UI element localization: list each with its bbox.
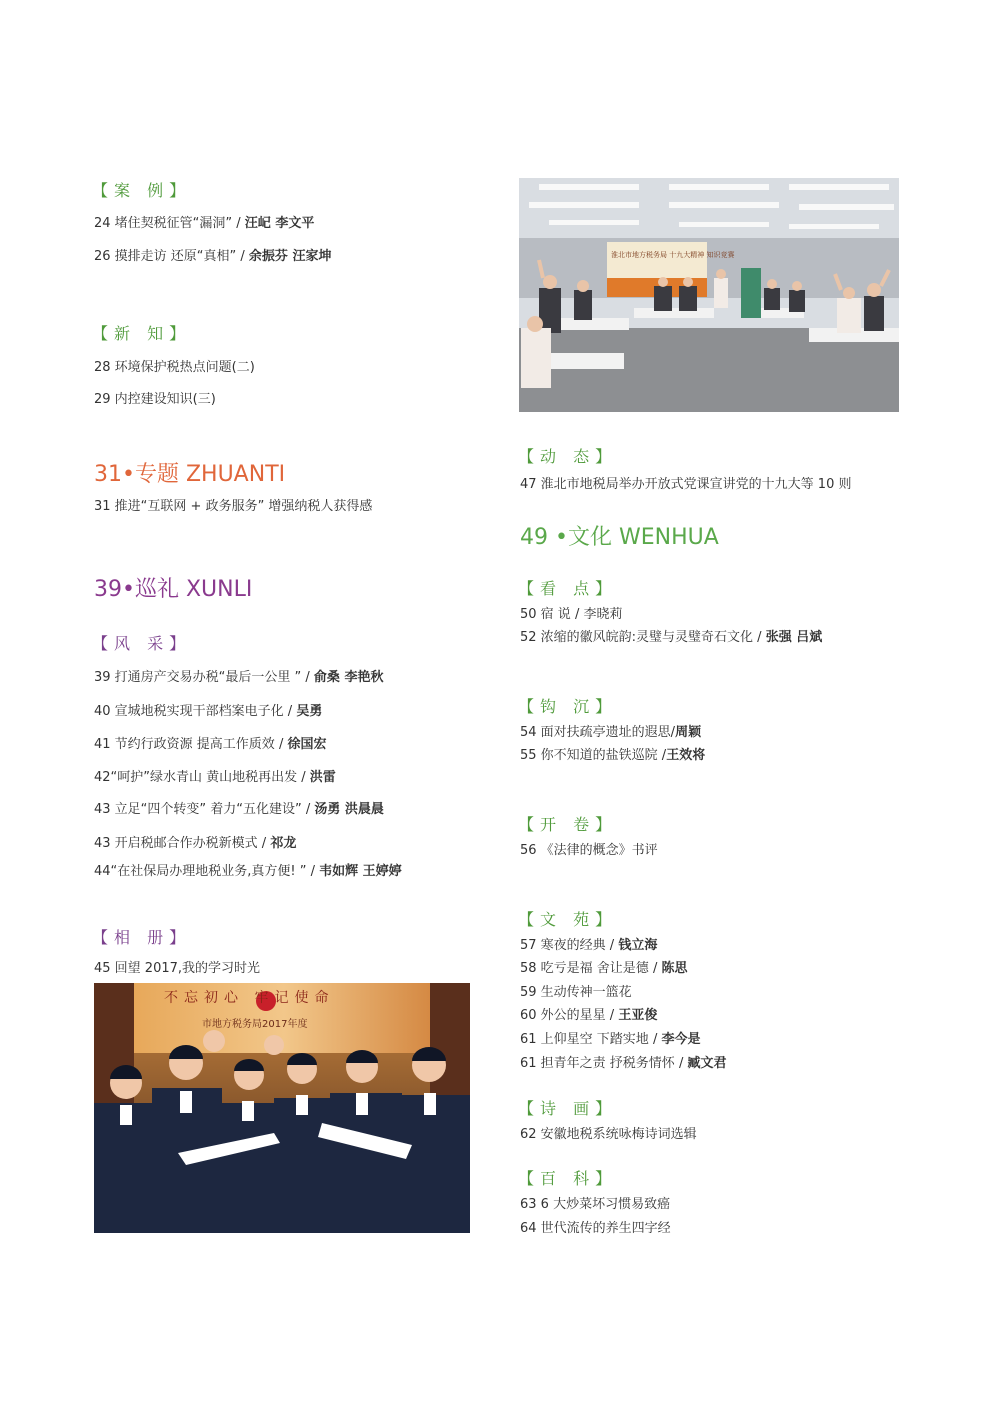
toc-entry[interactable]: 42“呵护”绿水青山 黄山地税再出发 / 洪雷 <box>94 770 336 785</box>
toc-entry[interactable]: 63 6 大炒菜坏习惯易致癌 <box>520 1197 671 1212</box>
toc-entry[interactable]: 52 浓缩的徽风皖韵:灵璧与灵璧奇石文化 / 张强 吕斌 <box>520 630 823 645</box>
toc-entry[interactable]: 56 《法律的概念》书评 <box>520 843 658 858</box>
toc-entry[interactable]: 59 生动传神一篮花 <box>520 985 632 1000</box>
toc-entry[interactable]: 40 宣城地税实现干部档案电子化 / 吴勇 <box>94 704 323 719</box>
group-photo-officers <box>94 983 470 1233</box>
toc-entry[interactable]: 61 担青年之责 抒税务情怀 / 臧文君 <box>520 1056 727 1071</box>
photo-banner-subtext: 市地方税务局2017年度 <box>202 1019 308 1030</box>
toc-entry[interactable]: 43 开启税邮合作办税新模式 / 祁龙 <box>94 836 297 851</box>
section-heading-cases: 【案 例】 <box>92 181 192 200</box>
toc-entry[interactable]: 60 外公的星星 / 王亚俊 <box>520 1008 658 1023</box>
section-heading-style: 【风 采】 <box>92 634 192 653</box>
toc-entry[interactable]: 28 环境保护税热点问题(二) <box>94 360 255 375</box>
section-heading-knowledge: 【新 知】 <box>92 324 192 343</box>
toc-entry[interactable]: 44“在社保局办理地税业务,真方便! ” / 韦如辉 王婷婷 <box>94 864 402 879</box>
toc-entry[interactable]: 61 上仰星空 下踏实地 / 李今是 <box>520 1032 701 1047</box>
classroom-contest-photo <box>519 178 899 412</box>
section-heading-history: 【钩 沉】 <box>518 697 618 716</box>
section-heading-reading: 【开 卷】 <box>518 815 618 834</box>
section-heading-album: 【相 册】 <box>92 928 192 947</box>
toc-entry[interactable]: 50 宿 说 / 李晓莉 <box>520 607 623 622</box>
toc-entry[interactable]: 39 打通房产交易办税“最后一公里 ” / 俞桑 李艳秋 <box>94 670 384 685</box>
toc-entry[interactable]: 54 面对扶疏亭遗址的遐思/周颖 <box>520 725 702 740</box>
toc-entry[interactable]: 29 内控建设知识(三) <box>94 392 216 407</box>
toc-entry[interactable]: 62 安徽地税系统咏梅诗词选辑 <box>520 1127 697 1142</box>
toc-entry[interactable]: 64 世代流传的养生四字经 <box>520 1221 671 1236</box>
chapter-title-xunli: 39•巡礼 XUNLI <box>94 577 253 602</box>
section-heading-news: 【动 态】 <box>518 447 618 466</box>
toc-entry[interactable]: 47 淮北市地税局举办开放式党课宣讲党的十九大等 10 则 <box>520 477 852 492</box>
chapter-title-wenhua: 49 •文化 WENHUA <box>520 525 719 550</box>
photo-banner-text: 不忘初心 牢记使命 <box>164 990 335 1006</box>
toc-entry[interactable]: 31 推进“互联网 + 政务服务” 增强纳税人获得感 <box>94 499 373 514</box>
photo-screen-text: 淮北市地方税务局 十九大精神 知识竞赛 <box>611 251 735 259</box>
chapter-title-zhuanti: 31•专题 ZHUANTI <box>94 462 286 487</box>
section-heading-literature: 【文 苑】 <box>518 910 618 929</box>
section-heading-poetry: 【诗 画】 <box>518 1099 618 1118</box>
toc-entry[interactable]: 55 你不知道的盐铁巡院 /王效将 <box>520 748 706 763</box>
photo-classroom-illustration <box>519 178 899 412</box>
toc-entry[interactable]: 43 立足“四个转变” 着力“五化建设” / 汤勇 洪晨晨 <box>94 802 384 817</box>
toc-entry[interactable]: 57 寒夜的经典 / 钱立海 <box>520 938 658 953</box>
section-heading-encyclopedia: 【百 科】 <box>518 1169 618 1188</box>
toc-entry[interactable]: 58 吃亏是福 舍让是德 / 陈思 <box>520 961 688 976</box>
toc-entry[interactable]: 41 节约行政资源 提高工作质效 / 徐国宏 <box>94 737 327 752</box>
toc-entry[interactable]: 24 堵住契税征管“漏洞” / 汪屺 李文平 <box>94 216 315 231</box>
section-heading-highlights: 【看 点】 <box>518 579 618 598</box>
toc-entry[interactable]: 45 回望 2017,我的学习时光 <box>94 961 261 976</box>
toc-entry[interactable]: 26 摸排走访 还原“真相” / 余振芬 汪家坤 <box>94 249 332 264</box>
